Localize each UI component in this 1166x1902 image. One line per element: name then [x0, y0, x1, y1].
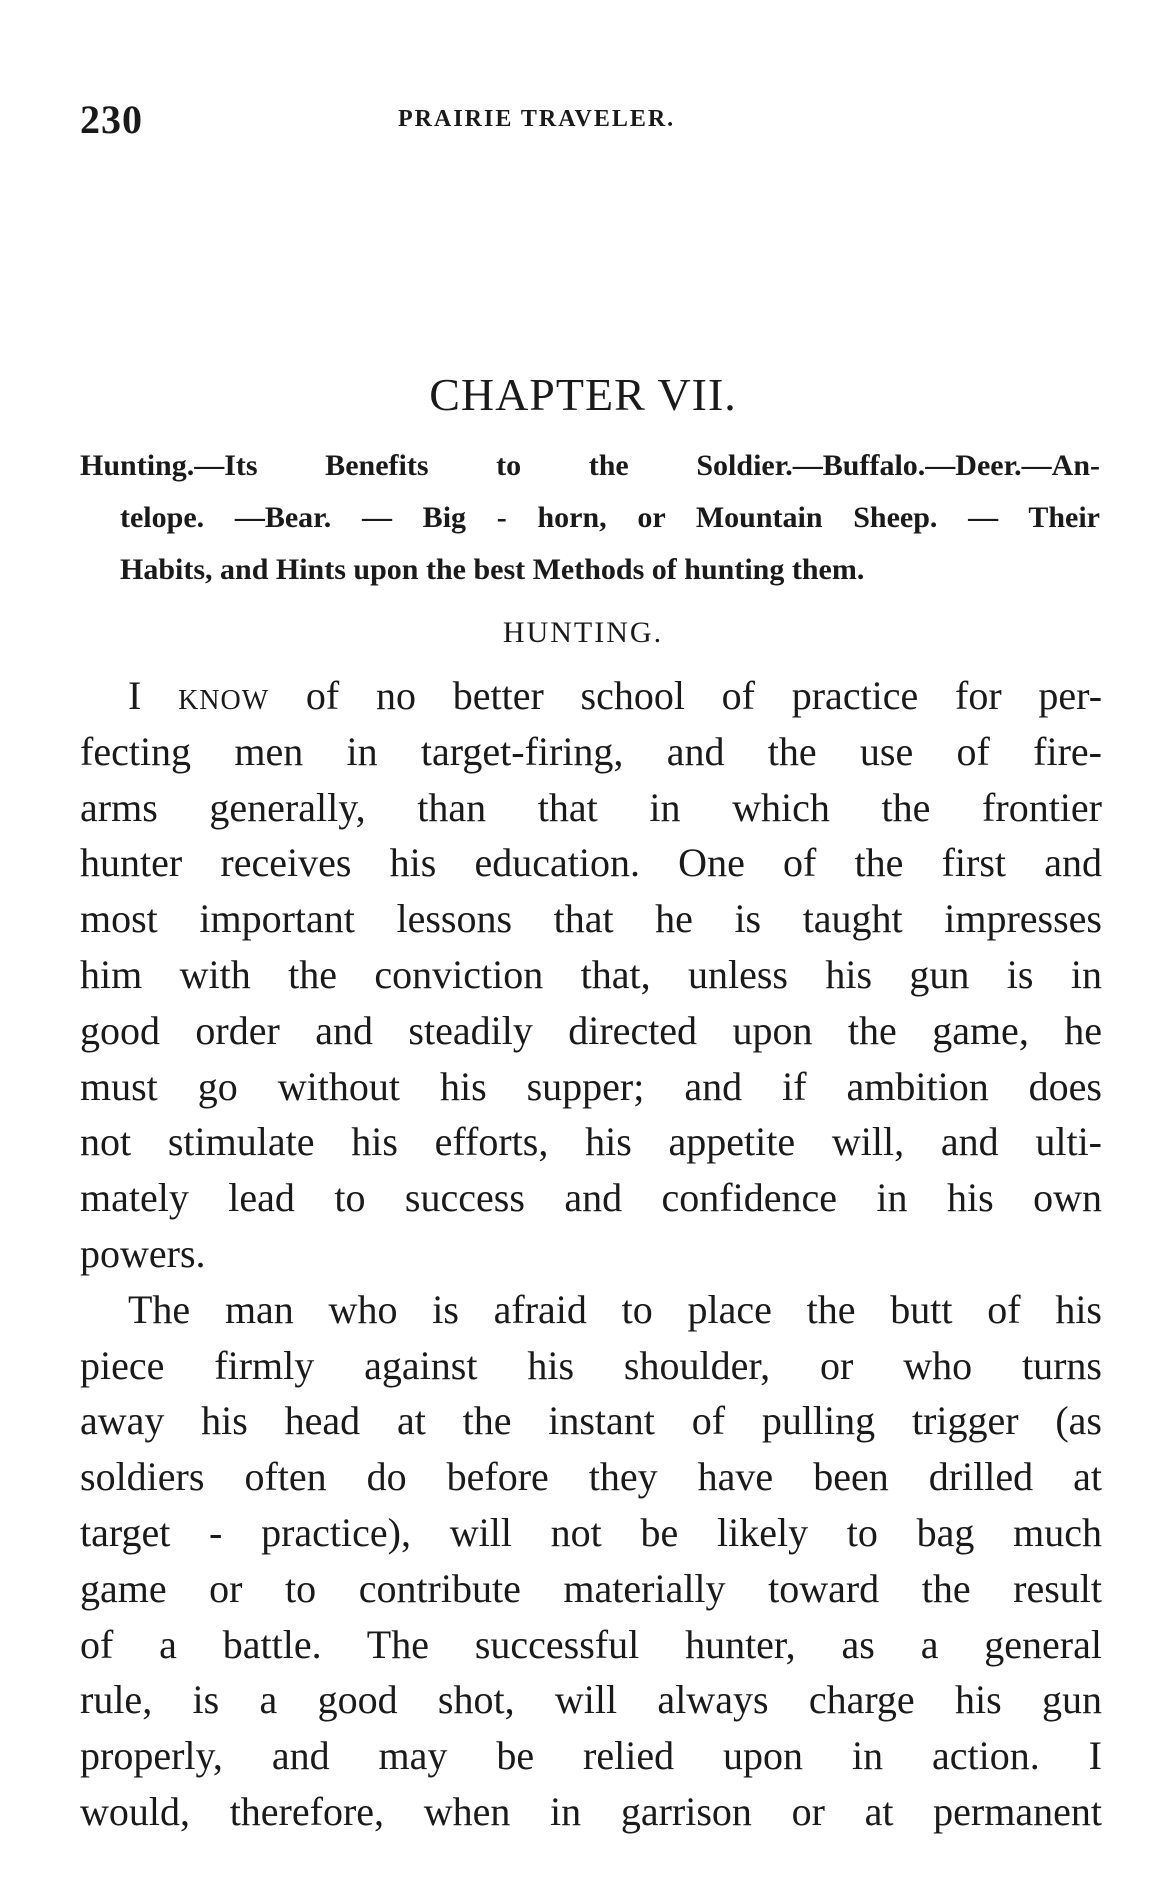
small-caps-word: know [178, 673, 270, 718]
text-line: away his head at the instant of pulling trigger (as [80, 1398, 1102, 1444]
text-line: of a battle. The successful hunter, as a general [80, 1621, 1102, 1667]
text-line: powers. [80, 1230, 206, 1276]
text-line: him with the conviction that, unless his gun is in [80, 951, 1102, 997]
text-line-first [80, 668, 1102, 724]
text-line: The man who is afraid to place the butt of his [128, 1286, 1102, 1332]
summary-line: Hunting.—Its Benefits to the Soldier.—Buffalo.—Deer.—An- [80, 449, 1100, 482]
body-text [80, 668, 1102, 1840]
summary-line: Habits, and Hints upon the best Methods of hunting them. [120, 553, 865, 586]
summary-line: telope. —Bear. — Big - horn, or Mountain Sheep. — Their [120, 501, 1100, 534]
first-line-rest: of no better school of practice for per- [305, 673, 1103, 718]
page-number: 230 [80, 97, 143, 142]
text-line: good order and steadily directed upon the game, he [80, 1007, 1102, 1053]
text-line: game or to contribute materially toward the result [80, 1565, 1102, 1611]
text-line: soldiers often do before they have been drilled at [80, 1454, 1102, 1500]
text-line: properly, and may be relied upon in action. I [80, 1733, 1102, 1779]
section-heading: HUNTING. [502, 616, 664, 649]
chapter-summary [80, 440, 1100, 596]
running-title: PRAIRIE TRAVELER. [398, 106, 676, 132]
text-line: target - practice), will not be likely to bag much [80, 1509, 1102, 1555]
text-line: mately lead to success and confidence in his own [80, 1175, 1102, 1221]
text-line: rule, is a good shot, will always charge his gun [80, 1677, 1102, 1723]
text-line: not stimulate his efforts, his appetite will, and ulti- [80, 1119, 1102, 1165]
text-line: must go without his supper; and if ambition does [80, 1063, 1102, 1109]
text-line: hunter receives his education. One of the first and [80, 840, 1102, 886]
chapter-title: CHAPTER VII. [429, 369, 737, 420]
text-line: arms generally, than that in which the frontier [80, 784, 1102, 830]
running-head [80, 96, 1100, 146]
text-line: fecting men in target-firing, and the use of fire- [80, 728, 1102, 774]
text-line: piece firmly against his shoulder, or who turns [80, 1342, 1102, 1388]
opening-word: I [128, 673, 142, 718]
text-line: would, therefore, when in garrison or at permanent [80, 1788, 1102, 1834]
text-line: most important lessons that he is taught impresses [80, 896, 1102, 942]
